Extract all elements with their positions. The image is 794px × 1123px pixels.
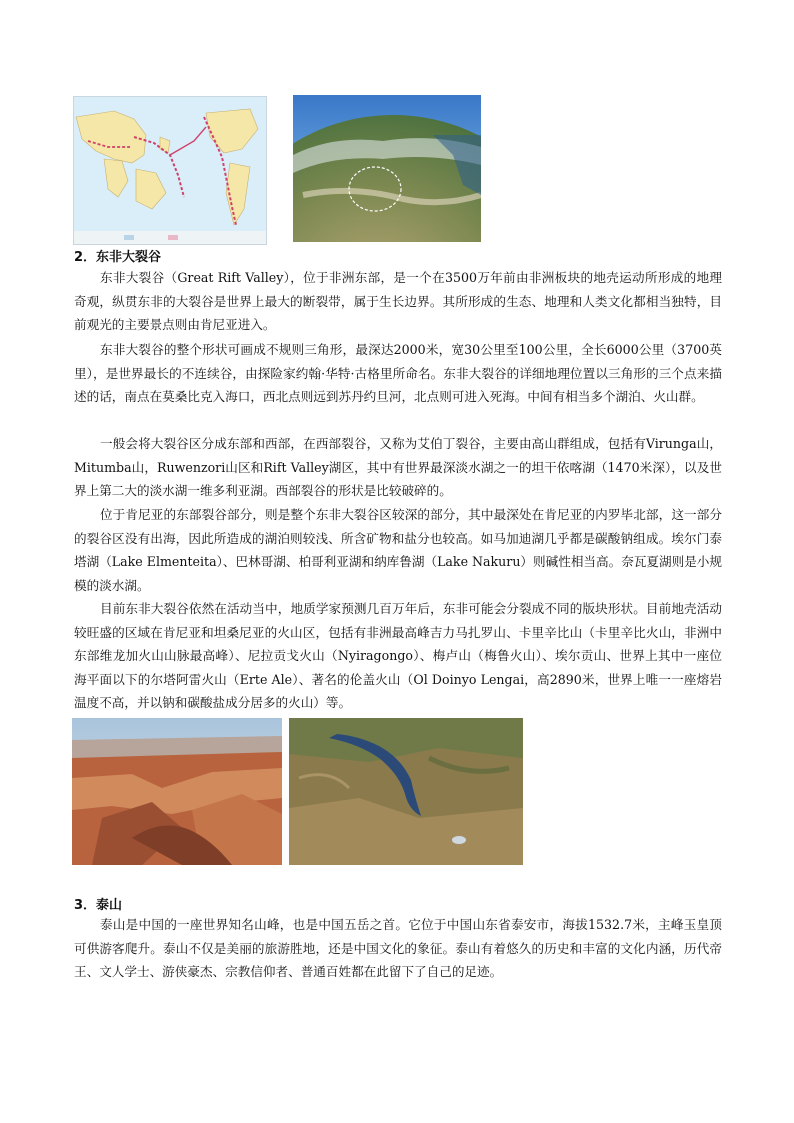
rift-lake-aerial-photo <box>289 718 523 865</box>
canyon-photo <box>72 718 282 865</box>
paragraph-rift-activity: 目前东非大裂谷依然在活动当中，地质学家预测几百万年后，东非可能会分裂成不同的版块形状。目前地壳活动较旺盛的区域在肯尼亚和坦桑尼亚的火山区，包括有非洲最高峰吉力马扎罗山、卡里辛比山（卡里辛比火山，非洲中东部维龙加火山山脉最高峰）、尼拉贡戈火山（Nyiragongo）、梅卢山（梅鲁火山）、埃尔贡山、世界上其中一座位海平面以下的尔塔阿雷火山（Erte Ale）、著名的伦盖火山（Ol Doinyo Lengai，高2890米，世界上唯一一座熔岩温度不高，并以钠和碳酸盐成分居多的火山）等。 <box>74 601 722 711</box>
paragraph-rift-intro: 东非大裂谷（Great Rift Valley），位于非洲东部，是一个在3500万年前由非洲板块的地壳运动所形成的地理奇观，纵贯东非的大裂谷是世界上最大的断裂带，属于生长边界。其所形成的生态、地理和人类文化都相当独特，目前观光的主要景点则由肯尼亚进入。 <box>74 270 722 333</box>
plate-boundary-map-image <box>73 96 267 245</box>
section-heading-east-african-rift: 2．东非大裂谷 <box>74 250 162 265</box>
section-heading-mount-tai: 3．泰山 <box>74 898 123 913</box>
paragraph-mount-tai: 泰山是中国的一座世界知名山峰，也是中国五岳之首。它位于中国山东省泰安市，海拔1532.7米，主峰玉皇顶可供游客爬升。泰山不仅是美丽的旅游胜地，还是中国文化的象征。泰山有着悠久的历史和丰富的文化内涵，历代帝王、文人学士、游侠豪杰、宗教信仰者、普通百姓都在此留下了自己的足迹。 <box>74 917 722 980</box>
satellite-terrain-image <box>293 95 481 242</box>
paragraph-rift-east: 位于肯尼亚的东部裂谷部分，则是整个东非大裂谷区较深的部分，其中最深处在肯尼亚的内罗毕北部，这一部分的裂谷区没有出海，因此所造成的湖泊则较浅、所含矿物和盐分也较高。如马加迪湖几乎都是碳酸钠组成。埃尔门泰塔湖（Lake Elmenteita）、巴林哥湖、柏哥利亚湖和纳库鲁湖（Lake Nakuru）则碱性相当高。奈瓦夏湖则是小规模的淡水湖。 <box>74 507 722 593</box>
paragraph-rift-west: 一般会将大裂谷区分成东部和西部，在西部裂谷，又称为艾伯丁裂谷，主要由高山群组成，包括有Virunga山，Mitumba山，Ruwenzori山区和Rift Valley湖区，其中有世界最深淡水湖之一的坦干依喀湖（1470米深），以及世界上第二大的淡水湖一维多利亚湖。西部裂谷的形状是比较破碎的。 <box>74 436 722 499</box>
paragraph-rift-shape: 东非大裂谷的整个形状可画成不规则三角形，最深达2000米，宽30公里至100公里，全长6000公里（3700英里），是世界最长的不连续谷，由探险家约翰·华特·古格里所命名。东非大裂谷的详细地理位置以三角形的三个点来描述的话，南点在莫桑比克入海口，西北点则远到苏丹约旦河，北点则可进入死海。中间有相当多个湖泊、火山群。 <box>74 342 722 405</box>
